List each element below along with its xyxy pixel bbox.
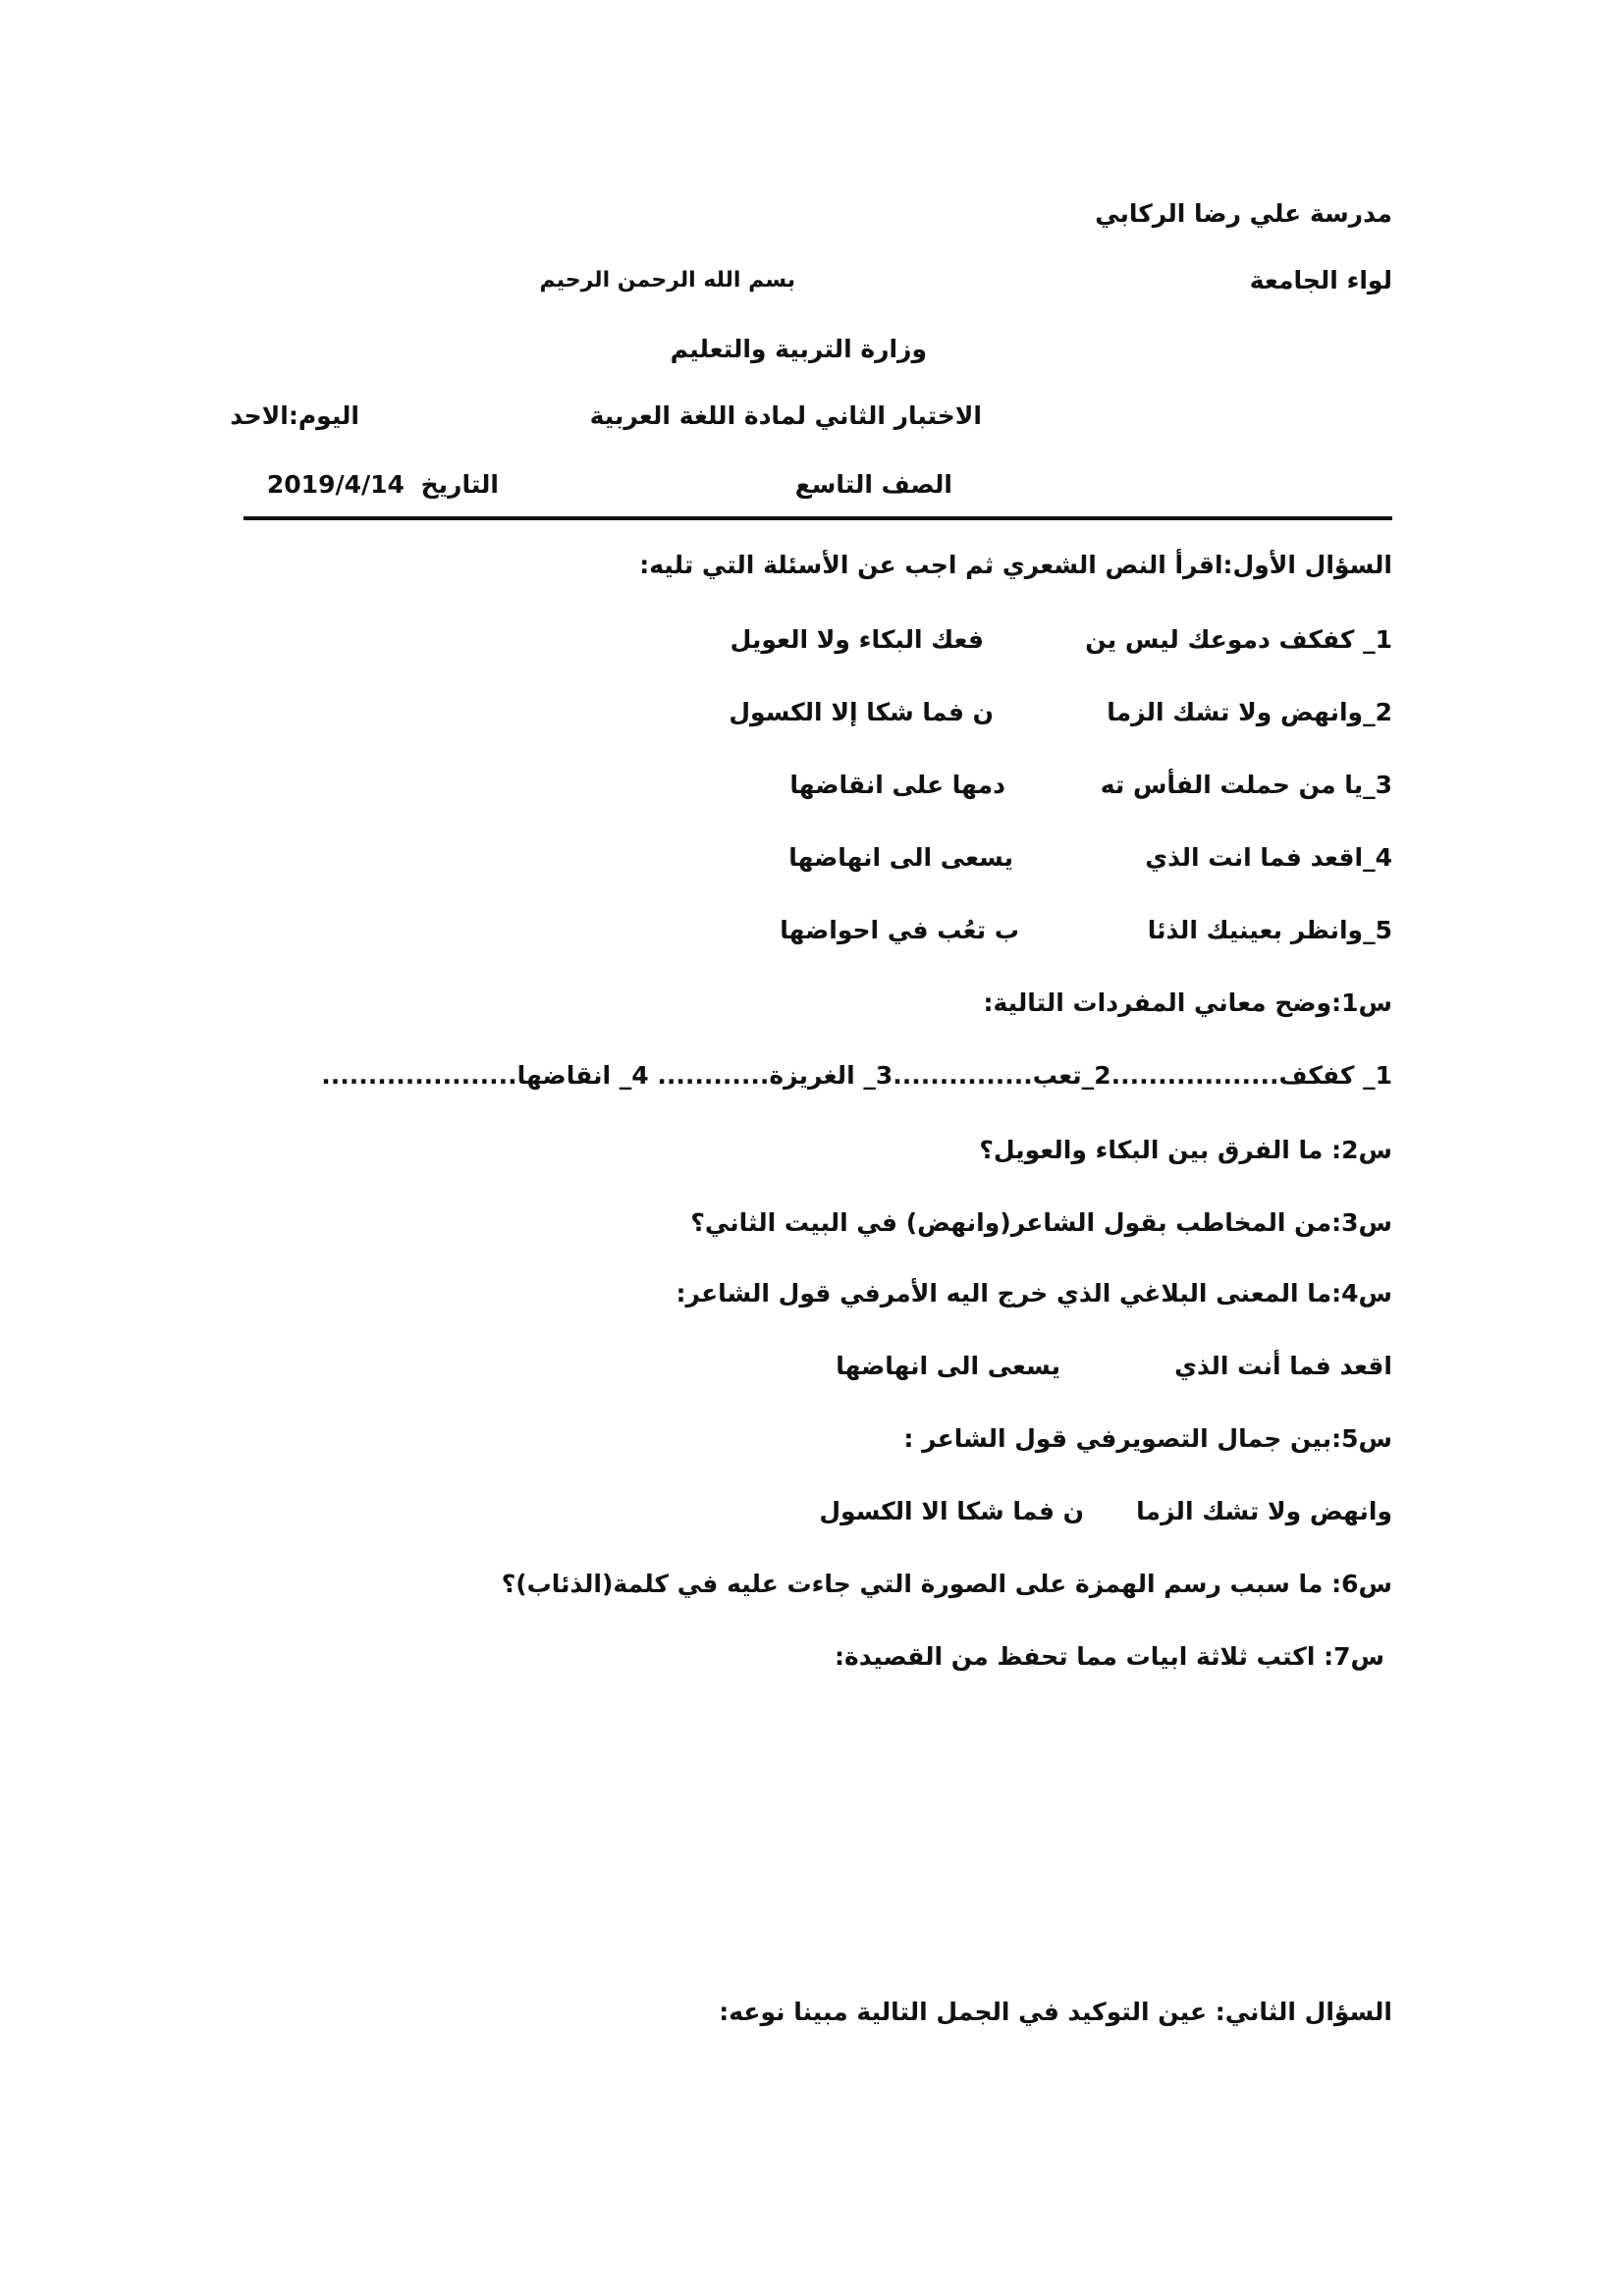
sub-question-6: س6: ما سبب رسم الهمزة على الصورة التي جاءت عليه في كلمة(الذئاب)؟ — [501, 1570, 1392, 1598]
sub-question-3: س3:من المخاطب بقول الشاعر(وانهض) في البيت الثاني؟ — [690, 1208, 1392, 1237]
verse-3-first: 3_يا من حملت الفأس ته — [1100, 771, 1392, 799]
sub-question-4-verse-second: يسعى الى انهاضها — [836, 1352, 1060, 1380]
header-divider — [244, 516, 1392, 520]
sub-question-5: س5:بين جمال التصويرفي قول الشاعر : — [903, 1424, 1392, 1453]
verse-5-second: ب تعُب في احواضها — [780, 916, 1019, 944]
verse-2-second: ن فما شكا إلا الكسول — [729, 698, 994, 726]
exam-day: اليوم:الاحد — [230, 401, 359, 430]
verse-4-second: يسعى الى انهاضها — [788, 843, 1013, 872]
verse-4-first: 4_اقعد فما انت الذي — [1145, 843, 1392, 872]
verse-5-first: 5_وانظر بعينيك الذئا — [1147, 916, 1392, 944]
date-label: التاريخ — [420, 470, 499, 499]
exam-title: الاختبار الثاني لمادة اللغة العربية — [589, 401, 982, 430]
date-value: 2019/4/14 — [266, 470, 405, 499]
question-1-title: السؤال الأول:اقرأ النص الشعري ثم اجب عن الأسئلة التي تليه: — [639, 551, 1392, 579]
basmala: بسم الله الرحمن الرحيم — [539, 268, 795, 293]
district-name: لواء الجامعة — [1249, 266, 1392, 294]
verse-1-first: 1_ كفكف دموعك ليس ين — [1085, 625, 1392, 654]
sub-question-5-verse-first: وانهض ولا تشك الزما — [1136, 1497, 1392, 1525]
grade-label: الصف التاسع — [794, 470, 952, 499]
ministry-name: وزارة التربية والتعليم — [670, 335, 927, 363]
sub-question-7: س7: اكتب ثلاثة ابيات مما تحفظ من القصيدة: — [835, 1642, 1384, 1671]
sub-question-4-verse-first: اقعد فما أنت الذي — [1174, 1352, 1392, 1380]
sub-question-1-items: 1_ كفكف..................2_تعب...............3_ الغريزة............ 4_ انقاضها..................... — [321, 1061, 1392, 1090]
question-2-title: السؤال الثاني: عين التوكيد في الجمل التالية مبينا نوعه: — [719, 1998, 1392, 2026]
verse-2-first: 2_وانهض ولا تشك الزما — [1107, 698, 1392, 726]
verse-3-second: دمها على انقاضها — [789, 771, 1005, 799]
sub-question-4: س4:ما المعنى البلاغي الذي خرج اليه الأمرفي قول الشاعر: — [676, 1279, 1392, 1308]
verse-1-second: فعك البكاء ولا العويل — [730, 625, 984, 654]
sub-question-5-verse-second: ن فما شكا الا الكسول — [819, 1497, 1084, 1525]
sub-question-2: س2: ما الفرق بين البكاء والعويل؟ — [979, 1136, 1392, 1164]
exam-date — [267, 469, 499, 501]
school-name: مدرسة علي رضا الركابي — [1095, 199, 1392, 228]
sub-question-1: س1:وضح معاني المفردات التالية: — [983, 988, 1392, 1017]
